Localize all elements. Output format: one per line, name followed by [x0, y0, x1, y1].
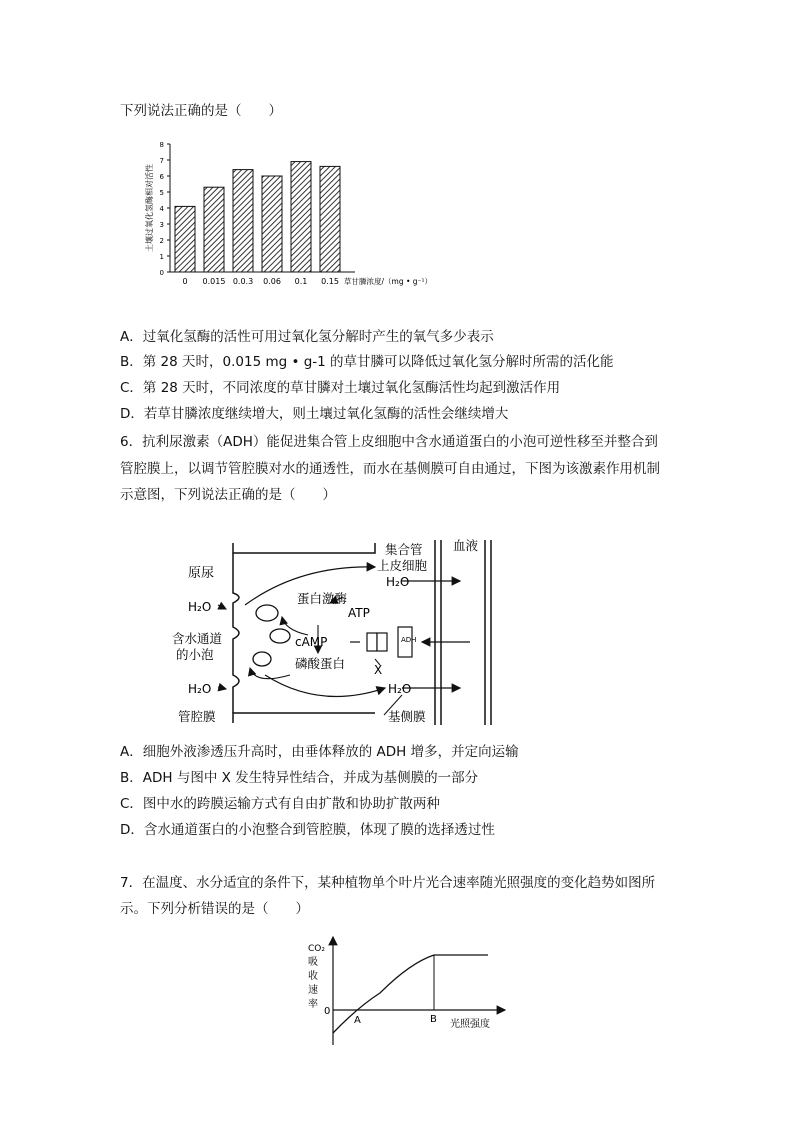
label-h2o-right-bottom: H₂O [388, 682, 412, 696]
chart-bar [175, 206, 195, 272]
graph-xlabel: 光照强度 [450, 1019, 490, 1030]
q6-option-a: A．细胞外液渗透压升高时，由垂体释放的 ADH 增多，并定向运输 [120, 744, 519, 760]
chart-y-tick-label: 5 [159, 189, 164, 197]
chart-y-tick-label: 6 [159, 173, 164, 181]
q5-option-b: B．第 28 天时，0.015 mg • g-1 的草甘膦可以降低过氧化氢分解时所需的活化能 [120, 354, 614, 370]
chart-x-tick-label: 0.15 [321, 277, 339, 286]
chart-bar [204, 187, 224, 272]
graph-ylabel-4: 率 [308, 999, 318, 1010]
graph-ylabel-1: 吸 [308, 957, 318, 968]
chart-bar [262, 176, 282, 272]
label-cell-2: 上皮细胞 [377, 558, 428, 573]
label-lumen-membrane: 管腔膜 [178, 709, 216, 724]
label-phospho: 磷酸蛋白 [295, 656, 346, 671]
q5-option-a: A．过氧化氢酶的活性可用过氧化氢分解时产生的氧气多少表示 [120, 329, 494, 345]
photosynthesis-graph [300, 935, 510, 1050]
label-adh: ADH [401, 636, 417, 644]
q5-option-c: C．第 28 天时，不同浓度的草甘膦对土壤过氧化氢酶活性均起到激活作用 [120, 380, 561, 396]
question-intro: 下列说法正确的是（ ） [120, 103, 282, 119]
chart-y-tick-label: 4 [159, 205, 164, 213]
chart-bar [320, 166, 340, 272]
q6-stem-1: 6．抗利尿激素（ADH）能促进集合管上皮细胞中含水通道蛋白的小泡可逆性移至并整合到 [120, 434, 658, 450]
chart-y-tick-label: 2 [159, 237, 164, 245]
q6-stem-3: 示意图，下列说法正确的是（ ） [120, 487, 336, 503]
label-atp: ATP [348, 606, 370, 620]
graph-point-a: A [354, 1015, 361, 1026]
graph-ylabel-co2: CO₂ [308, 944, 325, 954]
chart-y-tick-label: 8 [159, 141, 164, 149]
q7-stem-2: 示。下列分析错误的是（ ） [120, 901, 309, 917]
q6-option-c: C．图中水的跨膜运输方式有自由扩散和协助扩散两种 [120, 796, 440, 812]
chart-x-tick-label: 0.1 [294, 277, 308, 286]
chart-y-axis-label: 土壤过氧化氢酶相对活性 [145, 164, 154, 252]
chart-bar [291, 162, 311, 272]
label-cell-1: 集合管 [385, 542, 423, 557]
bar-chart [140, 135, 450, 295]
chart-x-axis-label: 草甘膦浓度/（mg • g⁻¹） [344, 277, 433, 286]
label-x: X [374, 663, 383, 677]
q6-option-b: B．ADH 与图中 X 发生特异性结合，并成为基侧膜的一部分 [120, 770, 479, 786]
label-basal-membrane: 基侧膜 [388, 709, 426, 724]
graph-ylabel-2: 收 [308, 971, 318, 982]
chart-y-tick-label: 3 [159, 221, 164, 229]
graph-point-b: B [430, 1014, 437, 1025]
chart-x-tick-label: 0.0.3 [232, 277, 254, 286]
q5-option-d: D．若草甘膦浓度继续增大，则土壤过氧化氢酶的活性会继续增大 [120, 406, 509, 422]
label-camp: cAMP [295, 635, 328, 649]
q7-stem-1: 7．在温度、水分适宜的条件下，某种植物单个叶片光合速率随光照强度的变化趋势如图所 [120, 875, 656, 891]
label-h2o-bottom: H₂O [188, 682, 212, 696]
chart-x-tick-label: 0 [182, 277, 188, 286]
chart-y-tick-label: 7 [159, 157, 164, 165]
label-blood: 血液 [453, 538, 479, 553]
label-h2o-right-top: H₂O [386, 575, 410, 589]
label-vesicle-1: 含水通道 [172, 631, 223, 646]
label-kinase: 蛋白激酶 [297, 591, 348, 606]
label-h2o-top: H₂O [188, 600, 212, 614]
q6-stem-2: 管腔膜上，以调节管腔膜对水的通透性，而水在基侧膜可自由通过，下图为该激素作用机制 [120, 461, 660, 477]
graph-ylabel-3: 速 [308, 985, 318, 996]
chart-x-tick-label: 0.015 [202, 277, 226, 286]
q6-option-d: D．含水通道蛋白的小泡整合到管腔膜，体现了膜的选择透过性 [120, 822, 495, 838]
chart-y-tick-label: 1 [159, 253, 164, 261]
graph-zero: 0 [324, 1006, 331, 1017]
chart-x-tick-label: 0.06 [263, 277, 281, 286]
adh-mechanism-diagram [170, 535, 510, 730]
label-vesicle-2: 的小泡 [176, 647, 214, 662]
chart-bar [233, 170, 253, 272]
chart-y-tick-label: 0 [159, 269, 164, 277]
label-yuan-niao: 原尿 [188, 566, 215, 581]
